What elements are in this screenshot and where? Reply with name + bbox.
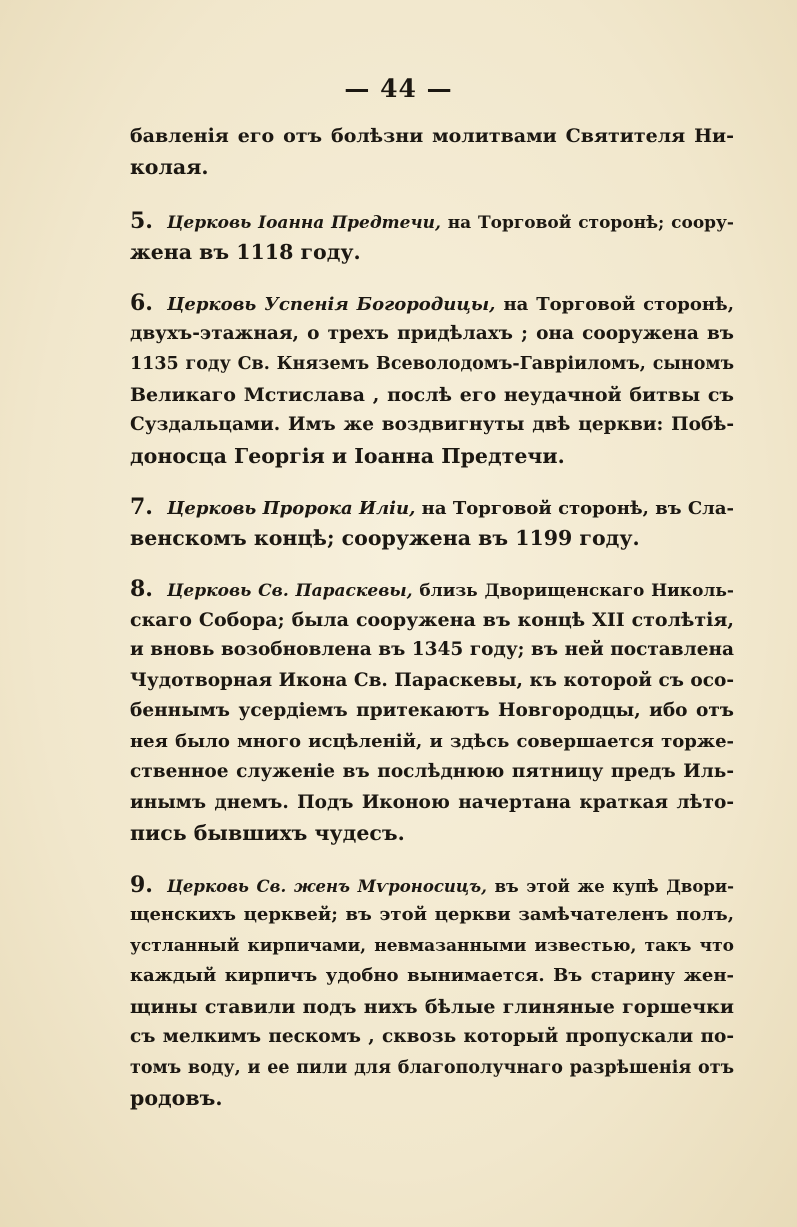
text-line: томъ воду, и ее пили для благополучнаго разрѣшенія отъ (130, 1057, 734, 1078)
entry-first-line (130, 870, 734, 901)
text-line: бавленія его отъ болѣзни молитвами Святителя Ни- (130, 125, 734, 147)
entry-number: 8. (130, 576, 153, 602)
entry-first-line (130, 206, 734, 237)
text-line: доносца Георгія и Іоанна Предтечи. (130, 443, 565, 468)
entry-number: 6. (130, 290, 153, 316)
text-line: устланный кирпичами, невмазанными известью, такъ что (130, 935, 734, 956)
entry-number: 5. (130, 208, 153, 234)
text-line: каждый кирпичъ удобно вынимается. Въ старину жен- (130, 965, 734, 986)
church-entry-9 (130, 870, 734, 1114)
entry-number: 7. (130, 494, 153, 520)
entry-number: 9. (130, 871, 153, 898)
church-entry-8 (130, 574, 734, 849)
text-line: Великаго Мстислава , послѣ его неудачной битвы съ (130, 383, 734, 406)
entry-title: Церковь Успенія Богородицы, (166, 294, 496, 315)
text-line: нея было много исцѣленій, и здѣсь совершается торже- (130, 730, 734, 752)
church-entry-6 (130, 288, 734, 471)
church-entry-7 (130, 492, 734, 553)
continuation-paragraph (130, 121, 734, 182)
text-line: колая. (130, 154, 209, 179)
entry-title: Церковь Св. Параскевы, (166, 581, 413, 601)
text-line: съ мелкимъ пескомъ , сквозь который пропускали по- (130, 1026, 734, 1047)
text-line: Чудотворная Икона Св. Параскевы, къ которой съ осо- (130, 669, 734, 691)
text-line: щенскихъ церквей; въ этой церкви замѣчателенъ полъ, (130, 904, 734, 925)
entry-first-line (130, 288, 734, 319)
page-number: — 44 — (344, 74, 453, 103)
text-line: двухъ-этажная, о трехъ придѣлахъ ; она сооружена въ (130, 322, 734, 344)
text-line: венскомъ концѣ; сооружена въ 1199 году. (130, 525, 640, 550)
text-line: жена въ 1118 году. (130, 239, 361, 264)
entry-first-line (130, 574, 734, 605)
text-line: Суздальцами. Имъ же воздвигнуты двѣ церкви: Побѣ- (130, 414, 734, 435)
entry-first-rest: на Торговой сторонѣ, (495, 294, 734, 315)
entry-title: Церковь Іоанна Предтечи, (166, 213, 441, 233)
text-line: скаго Собора; была сооружена въ концѣ XII столѣтія, (130, 608, 734, 631)
entry-first-rest: на Торговой сторонѣ, въ Сла- (415, 498, 734, 519)
church-entry-5 (130, 206, 734, 267)
entry-first-line (130, 492, 734, 523)
entry-first-rest: въ этой же купѣ Двори- (486, 876, 734, 896)
text-line: инымъ днемъ. Подъ Иконою начертана краткая лѣто- (130, 791, 734, 813)
text-line: беннымъ усердіемъ притекаютъ Новгородцы, ибо отъ (130, 700, 734, 721)
body-text (130, 121, 734, 1114)
text-line: щины ставили подъ нихъ бѣлые глиняные горшечки (130, 995, 734, 1018)
text-line: пись бывшихъ чудесъ. (130, 821, 405, 845)
text-line: и вновь возобновлена въ 1345 году; въ ней поставлена (130, 639, 734, 660)
text-line: 1135 году Св. Княземъ Всеволодомъ-Гавріиломъ, сыномъ (130, 354, 734, 374)
entry-first-rest: близь Дворищенскаго Николь- (412, 581, 734, 601)
entry-first-rest: на Торговой сторонѣ; соору- (440, 213, 734, 233)
text-line: родовъ. (130, 1086, 223, 1110)
entry-title: Церковь Св. женъ Мѵроносицъ, (166, 876, 487, 896)
text-line: ственное служеніе въ послѣднюю пятницу предъ Иль- (130, 761, 734, 782)
entry-title: Церковь Пророка Иліи, (166, 498, 416, 519)
